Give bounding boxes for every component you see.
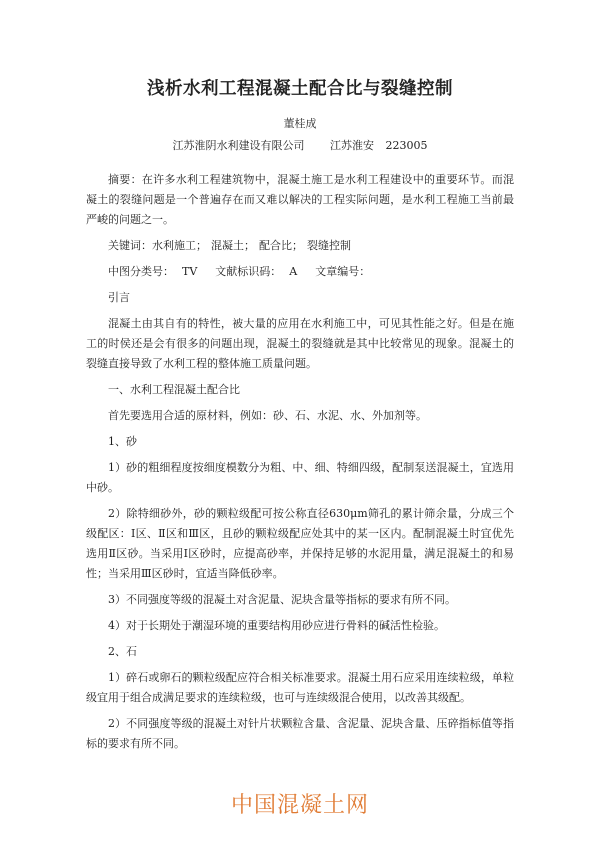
subsection-heading: 1、砂 [108, 435, 137, 448]
section-heading: 一、水利工程混凝土配合比 [108, 383, 240, 396]
article-number-label: 文章编号： [315, 265, 371, 278]
affiliation [86, 138, 514, 154]
keyword: 混凝土； [211, 239, 255, 252]
doc-code-value: A [289, 265, 298, 278]
paragraph: 首先要选用合适的原材料，例如：砂、石、水泥、水、外加剂等。 [108, 409, 427, 422]
paragraph: 1）砂的粗细程度按细度模数分为粗、中、细、特细四级，配制泵送混凝土，宜选用中砂。 [86, 461, 514, 494]
clc-label: 中图分类号： [108, 265, 174, 278]
site-logo: 中国混凝土网 [230, 793, 369, 818]
paragraph: 混凝土由其自有的特性，被大量的应用在水利施工中，可见其性能之好。但是在施工的时侯还是会有很多的问题出现，混凝土的裂缝就是其中比较常见的现象。混凝土的裂缝直接导致了水利工程的整体施工质量问题。 [86, 317, 514, 370]
section-heading-intro: 引言 [108, 291, 130, 304]
keyword: 裂缝控制 [307, 239, 351, 252]
paragraph: 2）不同强度等级的混凝土对针片状颗粒含量、含泥量、泥块含量、压碎指标值等指标的要求有所不同。 [86, 717, 514, 750]
affiliation-city: 江苏淮安 [330, 139, 374, 152]
keyword: 配合比； [259, 239, 303, 252]
abstract: 摘要：在许多水利工程建筑物中，混凝土施工是水利工程建设中的重要环节。而混凝土的裂缝问题是一个普遍存在而又难以解决的工程实际问题，是水利工程施工当前最严峻的问题之一。 [86, 173, 514, 226]
paper-title: 浅析水利工程混凝土配合比与裂缝控制 [147, 79, 453, 99]
clc-value: TV [182, 265, 198, 278]
affiliation-org: 江苏淮阴水利建设有限公司 [172, 139, 305, 152]
keywords [86, 236, 514, 256]
doc-code-label: 文献标识码： [215, 265, 282, 278]
classification-line [86, 262, 514, 282]
affiliation-zip: 223005 [385, 139, 428, 152]
keywords-label: 关键词： [108, 239, 152, 252]
paragraph: 2）除特细砂外，砂的颗粒级配可按公称直径630μm筛孔的累计筛余量，分成三个级配区：Ⅰ区、Ⅱ区和Ⅲ区，且砂的颗粒级配应处其中的某一区内。配制混凝土时宜优先选用Ⅱ区砂。当采用Ⅰ区砂时，应提高砂率，并保持足够的水泥用量，满足混凝土的和易性；当采用Ⅲ区砂时，宜适当降低砂率。 [86, 507, 514, 580]
keyword: 水利施工； [152, 239, 207, 252]
paragraph: 1）碎石或卵石的颗粒级配应符合相关标准要求。混凝土用石应采用连续粒级，单粒级宜用于组合成满足要求的连续粒级，也可与连续级混合使用，以改善其级配。 [86, 671, 514, 704]
paragraph: 4）对于长期处于潮湿环境的重要结构用砂应进行骨料的碱活性检验。 [108, 619, 445, 632]
subsection-heading: 2、石 [108, 645, 137, 658]
author-name: 董桂成 [283, 117, 317, 130]
paragraph: 3）不同强度等级的混凝土对含泥量、泥块含量等指标的要求有所不同。 [108, 593, 456, 606]
paper-body [86, 170, 514, 754]
